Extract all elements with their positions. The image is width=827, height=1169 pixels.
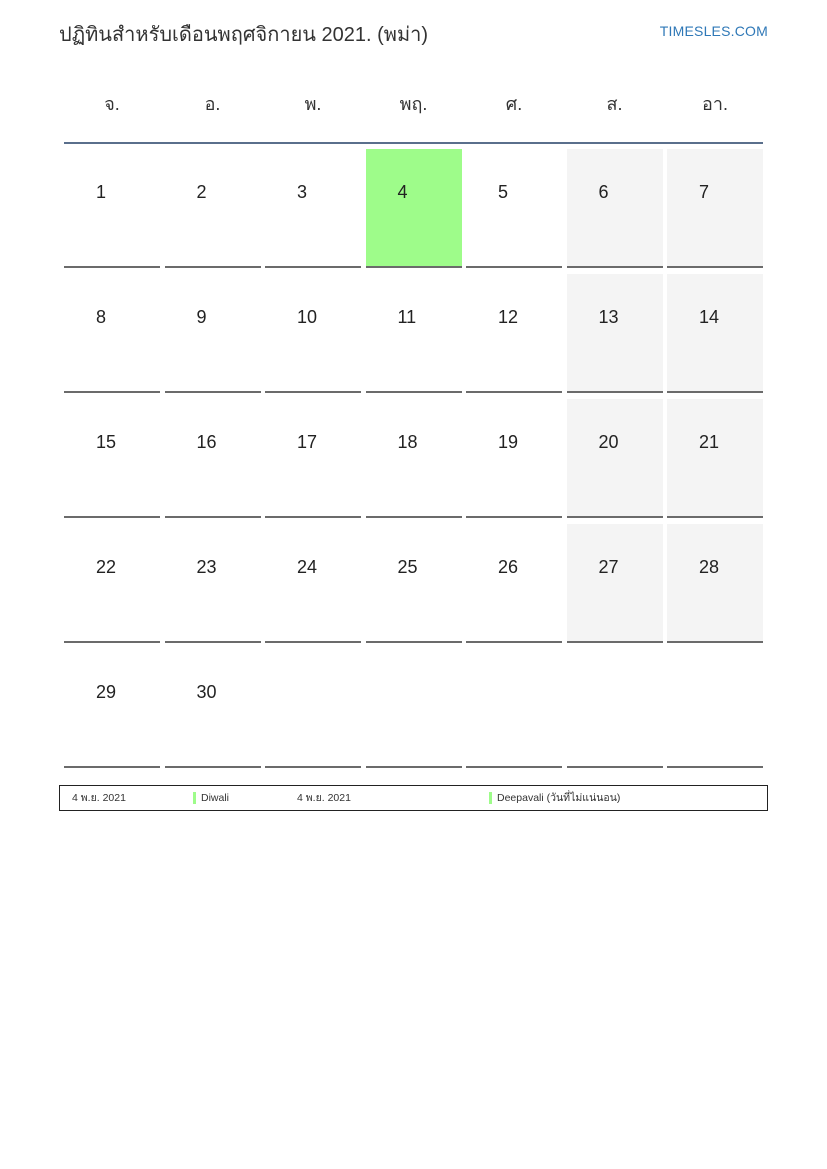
- legend-holiday-name: Deepavali (วันที่ไม่แน่นอน): [497, 792, 621, 804]
- day-number: 13: [598, 307, 619, 327]
- day-cell[interactable]: [165, 524, 261, 643]
- day-number: 10: [297, 307, 318, 327]
- day-number: 23: [196, 557, 217, 577]
- weekday-label: ศ.: [505, 94, 523, 114]
- day-number: 29: [96, 682, 117, 702]
- day-number: 22: [96, 557, 117, 577]
- day-cell[interactable]: [265, 149, 361, 268]
- day-cell[interactable]: [64, 399, 160, 518]
- empty-day-cell: [466, 649, 562, 768]
- day-cell[interactable]: [165, 149, 261, 268]
- day-number: 26: [498, 557, 519, 577]
- day-number: 24: [297, 557, 318, 577]
- day-number: 15: [96, 432, 117, 452]
- day-cell[interactable]: [265, 399, 361, 518]
- day-number: 2: [196, 182, 207, 202]
- day-cell-weekend[interactable]: [567, 149, 663, 268]
- weekday-label: อ.: [204, 94, 221, 114]
- day-number: 16: [196, 432, 217, 452]
- weekday-label: พ.: [304, 94, 322, 114]
- weekday-label: ส.: [606, 94, 623, 114]
- day-cell-weekend[interactable]: [667, 274, 763, 393]
- legend-date: 4 พ.ย. 2021: [297, 792, 351, 804]
- empty-day-cell: [366, 649, 462, 768]
- empty-day-cell: [265, 649, 361, 768]
- day-cell-weekend[interactable]: [667, 524, 763, 643]
- day-number: 7: [699, 182, 710, 202]
- weekday-label: อา.: [702, 94, 728, 114]
- brand-link[interactable]: TIMESLES.COM: [659, 23, 768, 39]
- weekday-label: พฤ.: [399, 94, 428, 114]
- day-cell[interactable]: [64, 149, 160, 268]
- empty-day-cell: [567, 649, 663, 768]
- day-number: 8: [96, 307, 107, 327]
- day-cell-weekend[interactable]: [567, 399, 663, 518]
- day-cell[interactable]: [366, 274, 462, 393]
- day-number: 25: [397, 557, 418, 577]
- day-cell[interactable]: [466, 399, 562, 518]
- day-cell[interactable]: [466, 274, 562, 393]
- day-cell[interactable]: [165, 399, 261, 518]
- day-cell-holiday[interactable]: [366, 149, 462, 268]
- day-number: 27: [598, 557, 619, 577]
- day-cell-weekend[interactable]: [567, 274, 663, 393]
- day-number: 4: [397, 182, 408, 202]
- day-cell[interactable]: [265, 524, 361, 643]
- weekday-header-row: [64, 80, 763, 142]
- day-number: 20: [598, 432, 619, 452]
- day-cell[interactable]: [64, 524, 160, 643]
- day-number: 21: [699, 432, 720, 452]
- header-divider: [64, 142, 763, 144]
- day-number: 18: [397, 432, 418, 452]
- day-number: 17: [297, 432, 318, 452]
- day-cell[interactable]: [366, 399, 462, 518]
- day-number: 14: [699, 307, 720, 327]
- legend-holiday-name: Diwali: [201, 792, 230, 804]
- day-cell[interactable]: [466, 149, 562, 268]
- day-number: 1: [96, 182, 107, 202]
- day-number: 12: [498, 307, 519, 327]
- day-number: 3: [297, 182, 308, 202]
- holiday-legend: [59, 785, 768, 811]
- day-number: 11: [397, 307, 417, 327]
- day-cell-weekend[interactable]: [567, 524, 663, 643]
- day-cell[interactable]: [64, 274, 160, 393]
- empty-day-cell: [667, 649, 763, 768]
- calendar-grid: [64, 149, 763, 774]
- page-title: ปฏิทินสำหรับเดือนพฤศจิกายน 2021. (พม่า): [59, 24, 429, 46]
- holiday-color-marker: [193, 792, 196, 804]
- day-number: 9: [196, 307, 207, 327]
- holiday-color-marker: [489, 792, 492, 804]
- day-number: 28: [699, 557, 720, 577]
- day-cell[interactable]: [165, 274, 261, 393]
- day-cell[interactable]: [366, 524, 462, 643]
- day-number: 6: [598, 182, 609, 202]
- day-number: 19: [498, 432, 519, 452]
- day-cell-weekend[interactable]: [667, 399, 763, 518]
- day-cell-weekend[interactable]: [667, 149, 763, 268]
- day-cell[interactable]: [265, 274, 361, 393]
- day-cell[interactable]: [466, 524, 562, 643]
- legend-date: 4 พ.ย. 2021: [72, 792, 126, 804]
- day-number: 30: [196, 682, 217, 702]
- day-cell[interactable]: [165, 649, 261, 768]
- weekday-label: จ.: [104, 94, 120, 114]
- day-number: 5: [498, 182, 509, 202]
- day-cell[interactable]: [64, 649, 160, 768]
